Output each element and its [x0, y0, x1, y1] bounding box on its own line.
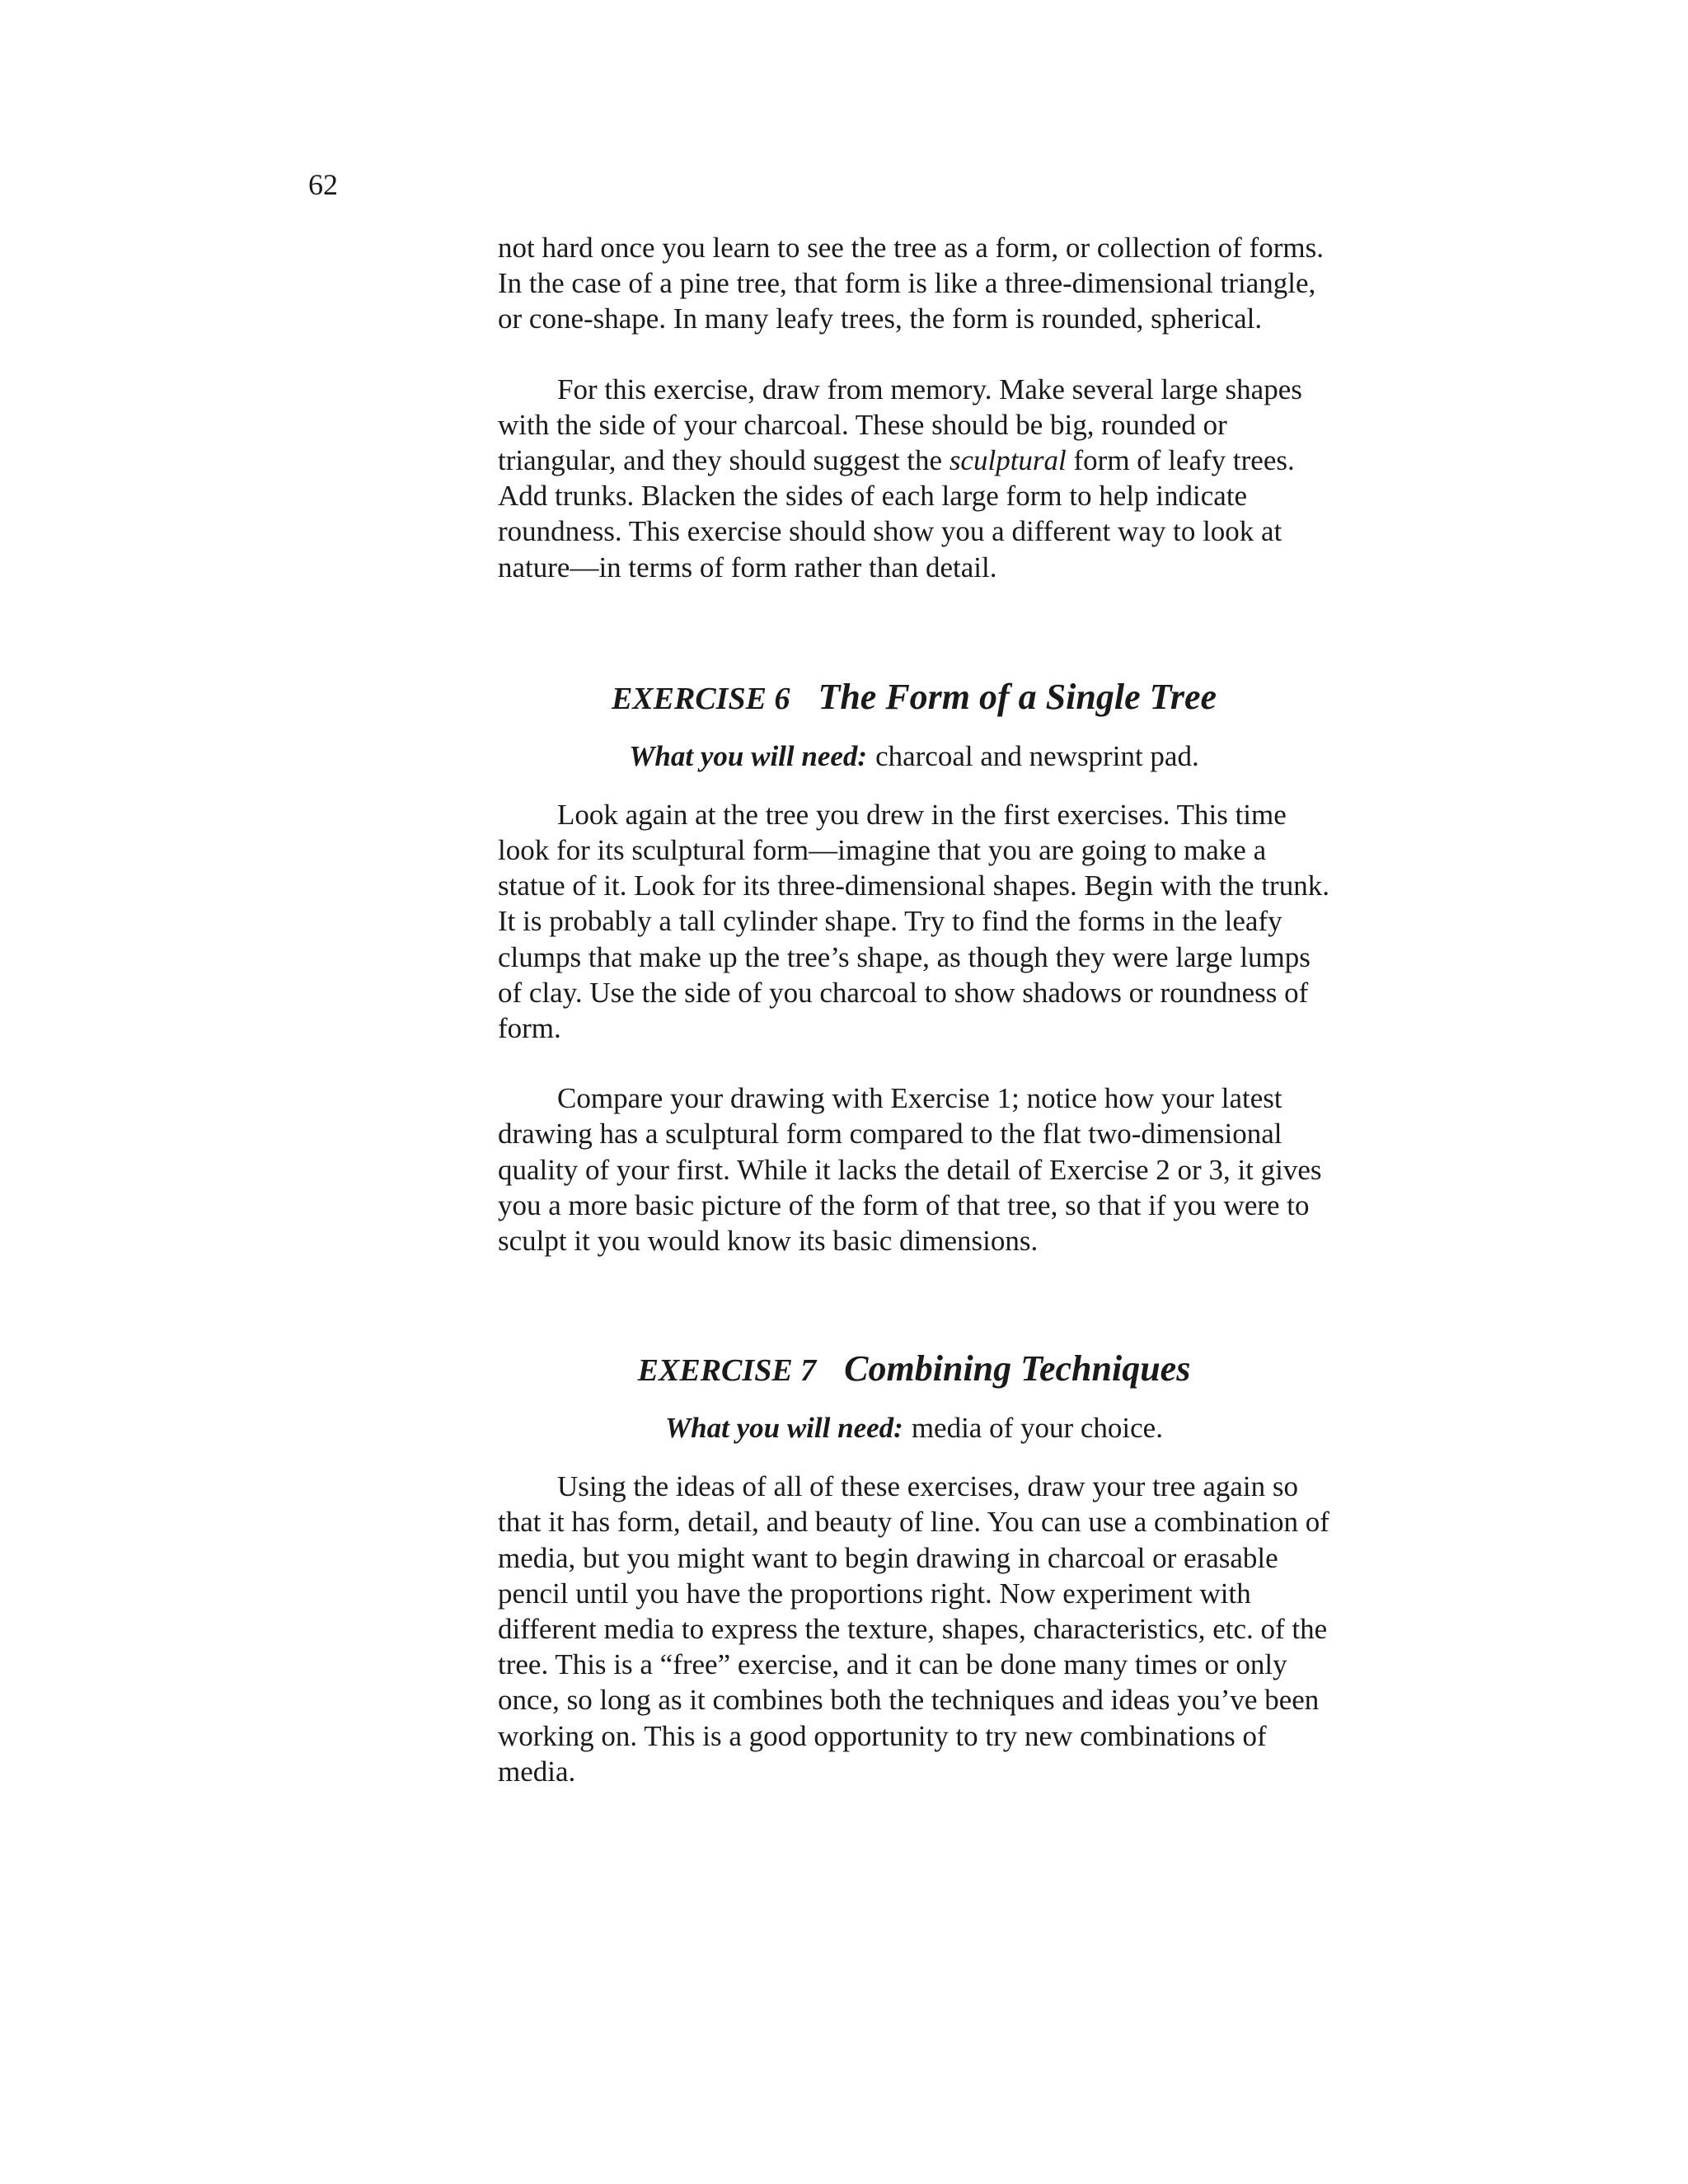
exercise-6-needs-value: charcoal and newsprint pad.	[875, 739, 1199, 772]
exercise-6-label: EXERCISE 6	[611, 681, 790, 716]
intro-paragraph-2-end: form of leafy trees. Add trunks. Blacken the sides of each large form to help indicate roundness. This exercise should show you a different way to look at nature—in terms of form rather than detail.	[498, 444, 1295, 583]
exercise-7-heading	[498, 1346, 1330, 1394]
intro-paragraph-2-emphasis: sculptural	[949, 444, 1067, 477]
intro-paragraph-1: not hard once you learn to see the tree as a form, or collection of forms. In the case of a pine tree, that form is like a three-dimensional triangle, or cone-shape. In many leafy trees, the form is rounded, spherical.	[498, 232, 1324, 335]
exercise-7-paragraph-1: Using the ideas of all of these exercises, draw your tree again so that it has form, detail, and beauty of line. You can use a combination of media, but you might want to begin drawing in charcoal or erasable pencil until you have the proportions right. Now experiment with different media to express the texture, shapes, characteristics, etc. of the tree. This is a “free” exercise, and it can be done many times or only once, so long as it combines both the techniques and ideas you’ve been working on. This is a good opportunity to try new combinations of media.	[498, 1470, 1329, 1788]
exercise-6-paragraph-2: Compare your drawing with Exercise 1; notice how your latest drawing has a sculptural form compared to the flat two-dimensional quality of your first. While it lacks the detail of Exercise 2 or 3, it gives you a more basic picture of the form of that tree, so that if you were to sculpt it you would know its basic dimensions.	[498, 1082, 1322, 1258]
exercise-7-needs	[498, 1410, 1330, 1446]
intro-paragraph-2-start: For this exercise, draw from memory. Make several large shapes with the side of your charcoal. These should be big, rounded or triangular, and they should suggest the	[498, 373, 1302, 477]
exercise-7-label: EXERCISE 7	[637, 1353, 817, 1389]
page-body	[498, 230, 1330, 1789]
exercise-7-title: Combining Techniques	[844, 1348, 1191, 1390]
exercise-6-title: The Form of a Single Tree	[818, 676, 1217, 717]
exercise-6-needs-label: What you will need:	[629, 739, 868, 772]
exercise-6-heading	[498, 674, 1330, 722]
exercise-7-needs-value: media of your choice.	[911, 1412, 1163, 1445]
page-number: 62	[308, 168, 338, 201]
exercise-6-needs	[498, 738, 1330, 774]
intro-paragraph-2	[498, 372, 1330, 585]
exercise-6-paragraph-1: Look again at the tree you drew in the first exercises. This time look for its sculptural form—imagine that you are going to make a statue of it. Look for its three-dimensional shapes. Begin with the trunk. It is probably a tall cylinder shape. Try to find the forms in the leafy clumps that make up the tree’s shape, as though they were large lumps of clay. Use the side of you charcoal to show shadows or roundness of form.	[498, 798, 1329, 1045]
exercise-7-needs-label: What you will need:	[665, 1412, 903, 1445]
